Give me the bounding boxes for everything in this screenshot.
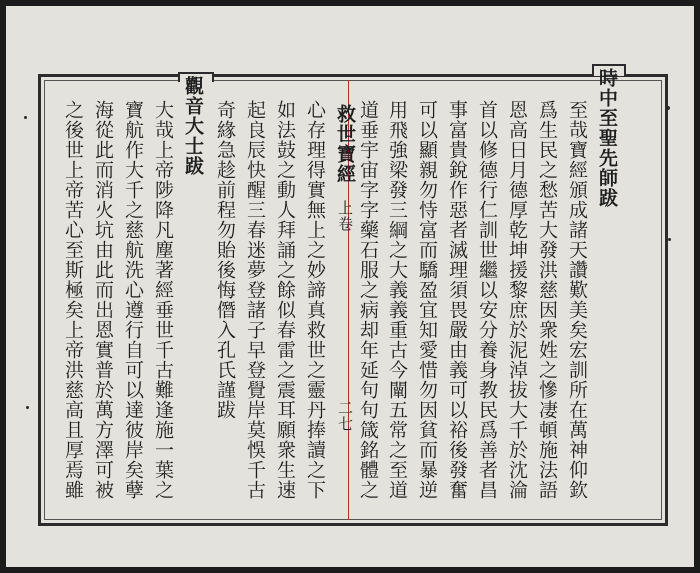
ink-speck xyxy=(24,116,27,119)
text-column: 之後世上帝苦心至斯極矣上帝洪慈高且厚焉雖 xyxy=(62,100,84,500)
text-column: 心存理得實無上之妙諦真救世之靈丹捧讀之下 xyxy=(304,100,326,500)
text-column: 海從此而消火坑由此而出恩實普於萬方澤可被 xyxy=(92,100,114,500)
text-column: 起良辰快醒三春迷夢登諸子早登覺岸莫悞千古 xyxy=(244,100,266,500)
right-page-title: 時中至聖先師跋 xyxy=(596,68,618,208)
text-column: 事富貴銳作惡者滅理須畏嚴由義可以裕後發奮 xyxy=(446,100,468,500)
ink-speck xyxy=(668,238,671,241)
text-column: 奇緣急趁前程勿貽後悔僭入孔氏謹跋 xyxy=(214,100,236,420)
section-title: 觀音大士跋 xyxy=(182,76,204,176)
text-column: 可以顯親勿恃富而驕盈宜知愛惜勿因貧而暴逆 xyxy=(416,100,438,500)
text-column: 道垂宇宙字字藥石服之病却年延句句箴銘體之 xyxy=(357,100,379,500)
text-column: 首以修德行仁訓世繼以安分養身教民爲善者昌 xyxy=(476,100,498,500)
text-column: 恩高日月德厚乾坤援黎庶於泥淖拔大千於沈淪 xyxy=(506,100,528,500)
text-column: 寶航作大千之慈航洗心遵行自可以達彼岸矣孽 xyxy=(122,100,144,500)
text-column: 用飛強梁發三綱之大義義重古今闡五常之至道 xyxy=(386,100,408,500)
text-column: 至哉寶經頒成諸天讚歎美矣宏訓所在萬神仰欽 xyxy=(566,100,588,500)
text-column: 爲生民之愁苦大發洪慈因衆姓之慘凄頓施法語 xyxy=(536,100,558,500)
ink-speck xyxy=(26,406,29,409)
volume-label: 上卷 xyxy=(336,200,354,232)
text-column: 如法鼓之動人拜誦之餘似春雷之震耳願衆生速 xyxy=(274,100,296,500)
text-column: 大哉上帝陟降凡塵著經垂世千古難逢施一葉之 xyxy=(152,100,174,500)
leaf-number: 二七 xyxy=(336,400,354,432)
book-header: 救世寶經 xyxy=(334,104,356,184)
